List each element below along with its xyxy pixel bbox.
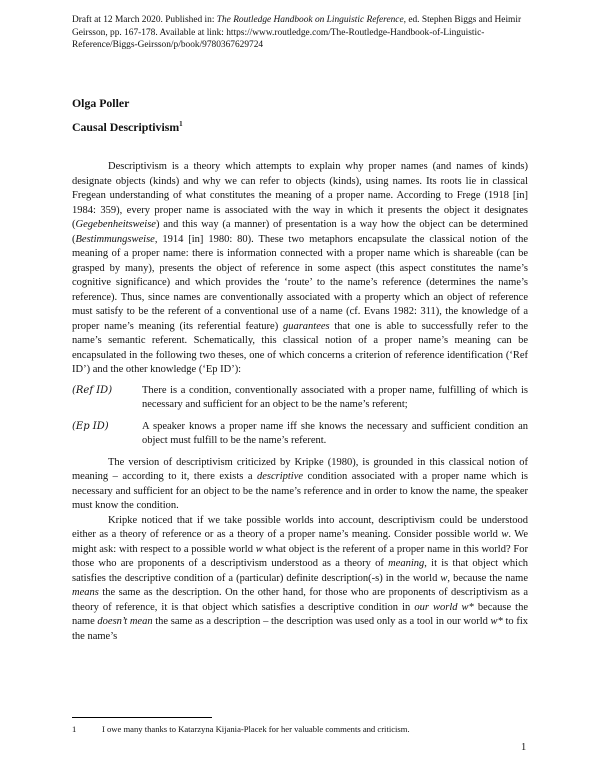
paragraph: The version of descriptivism criticized by Kripke (1980), is grounded in this classical notion of meaning – according to it, there exists a descriptive condition associated with a proper name which is necessary and sufficient for an object to be the name’s reference and in order to know the name, the speaker must know the condition. (72, 456, 528, 511)
author-name: Olga Poller (72, 96, 130, 110)
paragraph: Kripke noticed that if we take possible worlds into account, descriptivism could be understood either as a theory of reference or as a theory of a proper name’s meaning. Consider possible world w. We might ask: with respect to a possible world w what object is the referent of a proper name in this world? For those who are proponents of a descriptivism understood as a theory of meaning, it is that object which satisfies the descriptive condition of a (particular) definite description(-s) in the world w, because the name means the same as the description. On the other hand, for those who are proponents of descriptivism as a theory of reference, it is that object which satisfies a descriptive condition in our world w* because the name doesn’t mean the same as a description – the description was used only as a tool in our world w* to fix the name’s (72, 514, 529, 642)
footnote-text: I owe many thanks to Katarzyna Kijania-Placek for her valuable comments and criticism. (102, 724, 410, 734)
thesis-text: A speaker knows a proper name iff she knows the necessary and sufficient condition an object must fulfill to be the name’s referent. (142, 420, 528, 446)
thesis-ref-id (72, 384, 528, 413)
body-text (72, 160, 528, 644)
thesis-label: (Ep ID) (72, 420, 109, 432)
book-title: The Routledge Handbook on Linguistic Reference (216, 15, 404, 25)
footnote-number: 1 (72, 724, 77, 734)
thesis-label: (Ref ID) (72, 384, 113, 396)
paragraph: Descriptivism is a theory which attempts to explain why proper names (and names of kinds) designate objects (kinds) and why we can refer to objects (kinds), using names. Its roots lie in classical Fregean understanding of what constitutes the meaning of a proper name. According to Frege (1918 [in] 1984: 359), every proper name is associated with the way in which it presents the object it designates (Gegebenheitsweise) and this way (a manner) of presentation is a way how the object can be determined (Bestimmungsweise, 1914 [in] 1980: 80). These two metaphors encapsulate the classical notion of the meaning of a proper name: there is information connected with a proper name which is shareable (can be grasped by many), presents the object of reference in some aspect (this aspect constitutes the name’s cognitive significance) and which provides the ‘route’ to the name’s reference (determines the name’s reference). Thus, since names are conventionally associated with a property which an object of reference must satisfy to be the referent of a conventional use of a name (cf. Evans 1982: 311), the knowledge of a proper name’s meaning (its referential feature) guarantees that one is able to successfully refer to the name’s semantic referent. Schematically, this classical notion of a proper name’s meaning can be encapsulated in the following two theses, one of which concerns a criterion of reference identification (‘Ref ID’) and the other knowledge (‘Ep ID’): (72, 161, 528, 375)
footnote-divider (72, 717, 212, 718)
paper-title: Causal Descriptivism$^1$ (72, 120, 183, 134)
publication-note: Draft at 12 March 2020. Published in: The Routledge Handbook on Linguistic Reference, ed. Stephen Biggs and Heimir Geirsson, pp. 167-178. Available at link: https://www.routledge.com/The-Routledge-Handbook-of-Linguistic-Reference/Biggs-Geirsson/p/book/9780367629724 (72, 15, 522, 51)
page-number: 1 (521, 742, 527, 753)
thesis-text: There is a condition, conventionally associated with a proper name, fulfilling of which is necessary and sufficient for an object to be the name’s referent; (142, 384, 528, 410)
footnote (72, 724, 410, 734)
thesis-ep-id (72, 420, 528, 449)
footnote-marker: 1 (179, 120, 183, 129)
